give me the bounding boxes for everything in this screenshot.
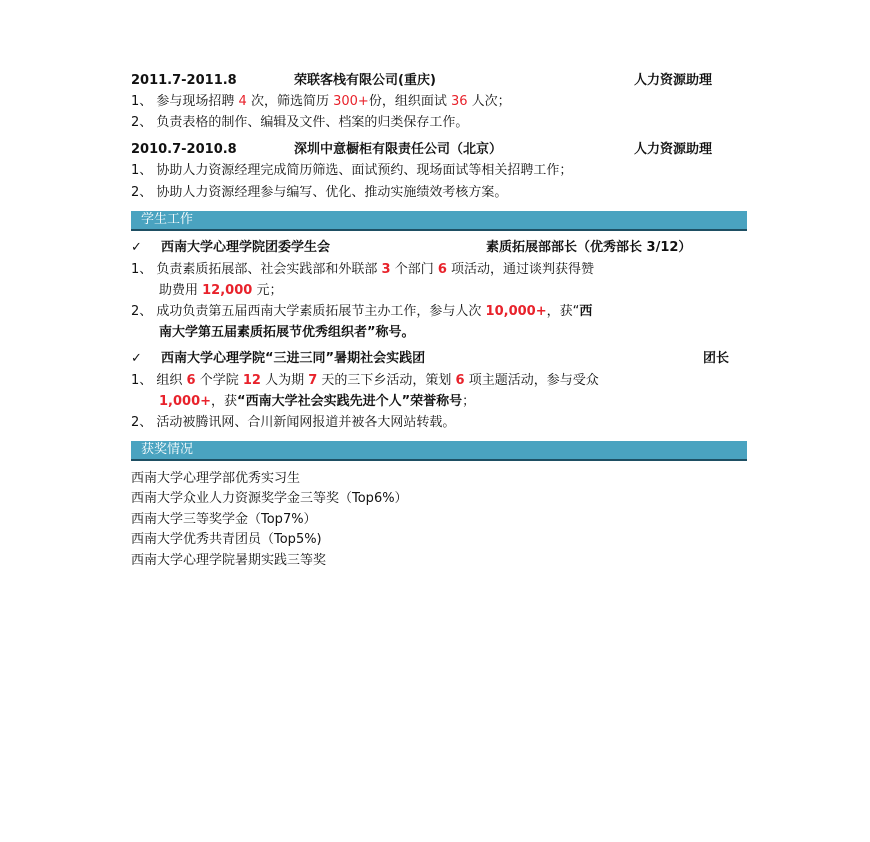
exp2-bullet-2: 2、 协助人力资源经理参与编写、优化、推动实施绩效考核方案。 bbox=[131, 185, 508, 200]
exp1-company: 荣联客栈有限公司(重庆) bbox=[294, 73, 436, 88]
org2-bullet-2: 2、 活动被腾讯网、合川新闻网报道并被各大网站转载。 bbox=[131, 415, 456, 430]
text: ”称号。 bbox=[367, 325, 415, 340]
org1-name: 西南大学心理学院团委学生会 bbox=[161, 240, 331, 255]
text: 天的三下乡活动，策划 bbox=[317, 373, 456, 388]
text: 1、 组织 bbox=[131, 373, 187, 388]
org1-bullet-1b bbox=[159, 282, 779, 300]
bold-text: 西 bbox=[579, 304, 593, 319]
number: 7 bbox=[308, 373, 318, 388]
award-item: 西南大学三等奖学金（Top7%） bbox=[131, 512, 317, 527]
exp2-header bbox=[131, 141, 751, 159]
text: ； bbox=[462, 394, 476, 409]
text: ，获 bbox=[211, 394, 238, 409]
org2-bullet-1a bbox=[131, 372, 751, 390]
text: 1、 负责素质拓展部、社会实践部和外联部 bbox=[131, 262, 382, 277]
text: 1、 参与现场招聘 bbox=[131, 94, 239, 109]
org2-header bbox=[131, 350, 751, 368]
number: 1,000+ bbox=[159, 394, 212, 409]
org2-name: 西南大学心理学院“三进三同”暑期社会实践团 bbox=[161, 351, 426, 366]
text: 项活动，通过谈判获得赞 bbox=[446, 262, 595, 277]
org1-role: 素质拓展部部长（优秀部长 3/12） bbox=[486, 240, 692, 255]
section-bar-awards bbox=[131, 441, 747, 461]
exp2-role: 人力资源助理 bbox=[634, 142, 713, 157]
award-item: 西南大学优秀共青团员（Top5%) bbox=[131, 532, 322, 547]
section-bar-student bbox=[131, 211, 747, 231]
number: 6 bbox=[437, 262, 447, 277]
text: 项主题活动，参与受众 bbox=[464, 373, 599, 388]
number: 4 bbox=[238, 94, 247, 109]
exp1-period: 2011.7-2011.8 bbox=[131, 73, 237, 88]
check-icon: ✓ bbox=[131, 351, 142, 366]
number: 300+ bbox=[333, 94, 369, 109]
text: 次，筛选简历 bbox=[246, 94, 334, 109]
bold-text: “西南大学社会实践先进个人”荣誉称号 bbox=[237, 394, 463, 409]
number: 12,000 bbox=[202, 283, 253, 298]
number: 10,000+ bbox=[485, 304, 547, 319]
exp2-company: 深圳中意橱柜有限责任公司（北京） bbox=[294, 142, 503, 157]
text: ，获“ bbox=[546, 304, 580, 319]
check-icon: ✓ bbox=[131, 240, 142, 255]
number: 12 bbox=[242, 373, 261, 388]
text: 元； bbox=[252, 283, 283, 298]
award-item: 西南大学众业人力资源奖学金三等奖（Top6%） bbox=[131, 491, 408, 506]
exp1-header bbox=[131, 72, 751, 90]
org2-role: 团长 bbox=[703, 351, 730, 366]
text: 人为期 bbox=[260, 373, 309, 388]
org1-bullet-2a bbox=[131, 303, 751, 321]
bold-text: 南大学第五届素质拓展节优秀组织者 bbox=[159, 325, 368, 340]
text: 2、 成功负责第五届西南大学素质拓展节主办工作，参与人次 bbox=[131, 304, 486, 319]
award-item: 西南大学心理学院暑期实践三等奖 bbox=[131, 553, 327, 568]
org1-bullet-1a bbox=[131, 261, 751, 279]
org1-bullet-2b bbox=[159, 324, 779, 342]
number: 3 bbox=[381, 262, 391, 277]
number: 36 bbox=[450, 94, 468, 109]
text: 份，组织面试 bbox=[368, 94, 451, 109]
text: 助费用 bbox=[159, 283, 203, 298]
text: 个部门 bbox=[390, 262, 438, 277]
exp1-role: 人力资源助理 bbox=[634, 73, 713, 88]
award-item: 西南大学心理学部优秀实习生 bbox=[131, 471, 301, 486]
text: 个学院 bbox=[195, 373, 243, 388]
section-title: 学生工作 bbox=[141, 212, 194, 227]
org1-header bbox=[131, 239, 751, 257]
number: 6 bbox=[186, 373, 196, 388]
text: 人次； bbox=[467, 94, 511, 109]
exp2-period: 2010.7-2010.8 bbox=[131, 142, 237, 157]
exp1-bullet-2: 2、 负责表格的制作、编辑及文件、档案的归类保存工作。 bbox=[131, 115, 469, 130]
exp1-bullet-1 bbox=[131, 93, 751, 111]
number: 6 bbox=[455, 373, 465, 388]
exp2-bullet-1: 1、 协助人力资源经理完成简历筛选、面试预约、现场面试等相关招聘工作； bbox=[131, 163, 573, 178]
org2-bullet-1b bbox=[159, 393, 779, 411]
section-title: 获奖情况 bbox=[141, 442, 194, 457]
